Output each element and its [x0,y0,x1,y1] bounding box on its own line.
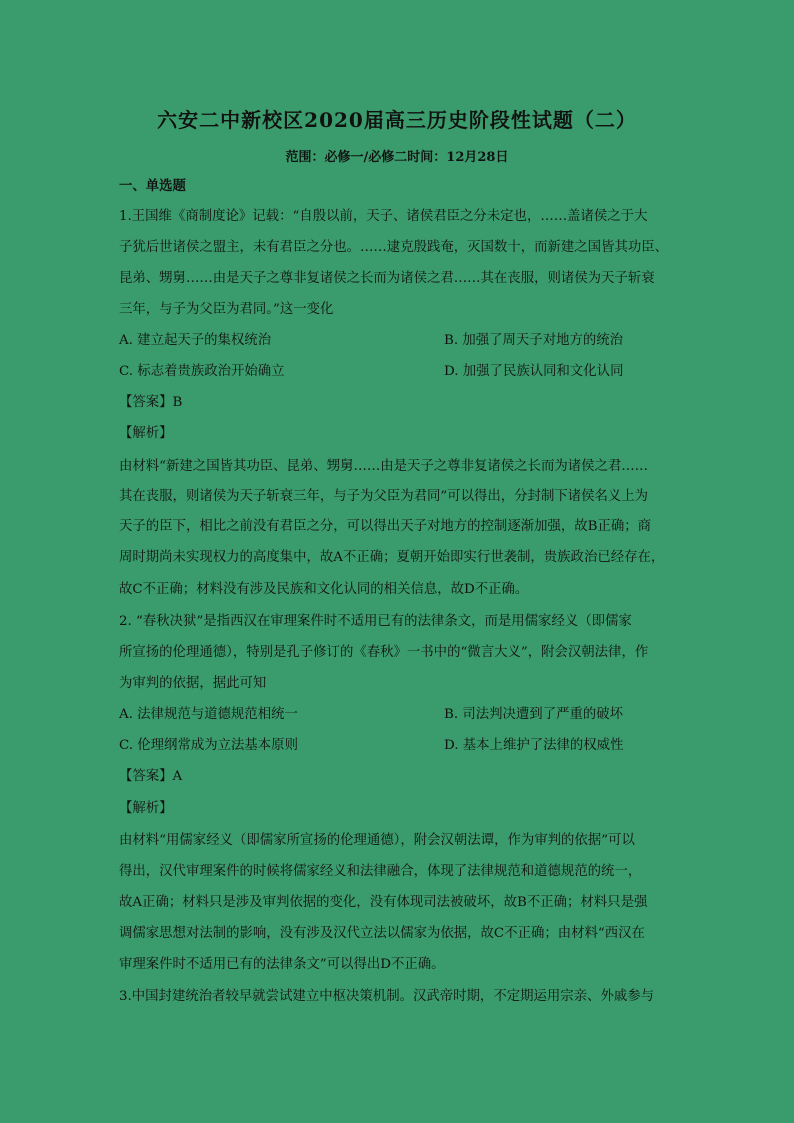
question-1-analysis-line: 故C不正确；材料没有涉及民族和文化认同的相关信息，故D不正确。 [119,582,529,597]
question-2-analysis-line: 调儒家思想对法制的影响，没有涉及汉代立法以儒家为依据，故C不正确；由材料“西汉在 [119,926,645,941]
question-2-line: 2. “春秋决狱”是指西汉在审理案件时不适用已有的法律条文，而是用儒家经义（即儒家 [119,614,632,629]
question-1-line: 1.王国维《商制度论》记载：“自殷以前，天子、诸侯君臣之分未定也，……盖诸侯之于大 [119,209,648,224]
page-title: 六安二中新校区2020届高三历史阶段性试题（二） [157,108,637,132]
question-1-option-d: D. 加强了民族认同和文化认同 [444,364,624,379]
question-2-option-d: D. 基本上维护了法律的权威性 [444,738,624,753]
question-1-analysis-line: 周时期尚未实现权力的高度集中，故A不正确；夏朝开始即实行世袭制，贵族政治已经存在， [119,550,665,565]
question-1-line: 昆弟、甥舅……由是天子之尊非复诸侯之长而为诸侯之君……其在丧服，则诸侯为天子斩衰 [119,271,655,286]
question-2-analysis-line: 由材料“用儒家经义（即儒家所宣扬的伦理通德），附会汉朝法谭，作为审判的依据”可以 [119,833,635,848]
question-1-analysis-line: 其在丧服，则诸侯为天子斩衰三年，与子为父臣为君同”可以得出，分封制下诸侯名义上为 [119,489,649,504]
question-1-option-b: B. 加强了周天子对地方的统治 [444,333,624,348]
question-2-option-a: A. 法律规范与道德规范相统一 [119,707,298,722]
question-2-option-c: C. 伦理纲常成为立法基本原则 [119,738,298,753]
question-1-line: 子犹后世诸侯之盟主，未有君臣之分也。……逮克殷践奄，灭国数十，而新建之国皆其功臣、 [119,240,669,255]
section-heading: 一、单选题 [119,178,186,194]
question-2-analysis-label: 【解析】 [119,801,173,816]
question-1-analysis-line: 天子的臣下，相比之前没有君臣之分，可以得出天子对地方的控制逐渐加强，故B正确；商 [119,519,652,534]
question-2-answer: 【答案】A [119,769,183,784]
question-2-analysis-line: 故A正确；材料只是涉及审判依据的变化，没有体现司法被破坏，故B不正确；材料只是强 [119,895,648,910]
question-2-line: 所宣扬的伦理通德），特别是孔子修订的《春秋》一书中的“微言大义”，附会汉朝法律，作 [119,645,649,660]
question-2-line: 为审判的依据，据此可知 [119,676,267,691]
question-1-option-a: A. 建立起天子的集权统治 [119,333,272,348]
question-2-analysis-line: 得出，汉代审理案件的时候将儒家经义和法律融合，体现了法律规范和道德规范的统一， [119,864,642,879]
page-subtitle: 范围：必修一/必修二时间：12月28日 [285,150,509,165]
question-2-analysis-line: 审理案件时不适用已有的法律条文”可以得出D不正确。 [119,957,445,972]
question-1-option-c: C. 标志着贵族政治开始确立 [119,364,285,379]
question-2-option-b: B. 司法判决遭到了严重的破坏 [444,707,624,722]
question-1-analysis-line: 由材料“新建之国皆其功臣、昆弟、甥舅……由是天子之尊非复诸侯之长而为诸侯之君…… [119,459,649,474]
question-1-answer: 【答案】B [119,395,183,410]
question-1-line: 三年，与子为父臣为君同。”这一变化 [119,302,334,317]
question-3-line: 3.中国封建统治者较早就尝试建立中枢决策机制。汉武帝时期，不定期运用宗亲、外戚参与 [119,989,655,1004]
question-1-analysis-label: 【解析】 [119,426,173,441]
